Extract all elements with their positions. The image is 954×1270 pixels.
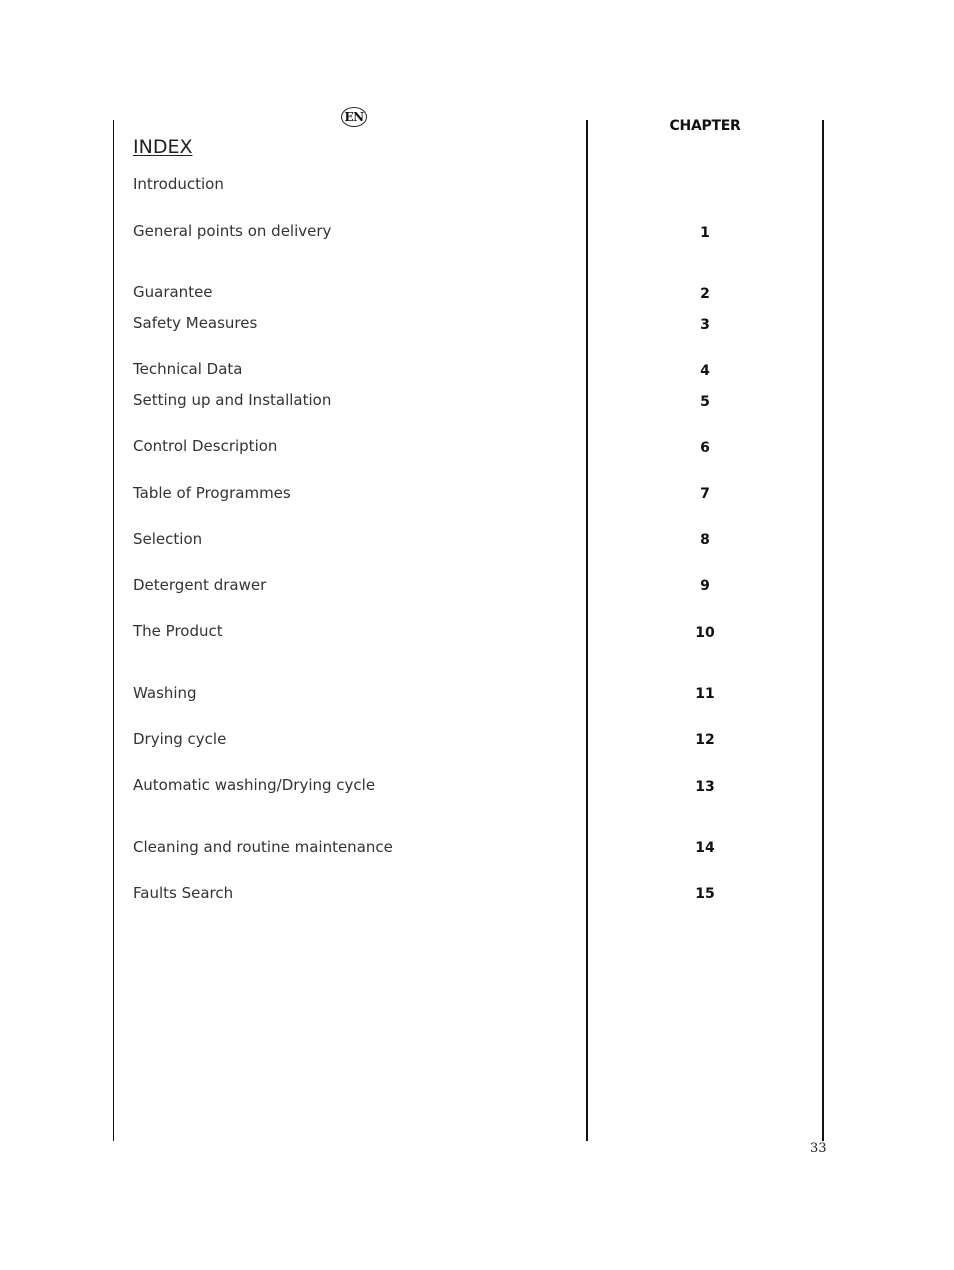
entry-chapter-6: 6 <box>700 440 710 456</box>
entry-title-the-product: The Product <box>133 622 223 640</box>
entry-chapter-11: 11 <box>695 686 715 702</box>
entry-chapter-10: 10 <box>695 625 715 641</box>
column-divider-line <box>586 120 588 1141</box>
entry-title-control-description: Control Description <box>133 437 278 455</box>
language-badge-icon: EN <box>341 107 367 127</box>
entry-title-detergent-drawer: Detergent drawer <box>133 576 267 594</box>
entry-title-drying-cycle: Drying cycle <box>133 730 227 748</box>
entry-title-safety-measures: Safety Measures <box>133 314 258 332</box>
entry-title-washing: Washing <box>133 684 197 702</box>
entry-title-table-of-programmes: Table of Programmes <box>133 484 291 502</box>
page-number: 33 <box>810 1141 827 1156</box>
entry-chapter-8: 8 <box>700 532 710 548</box>
entry-title-setting-up: Setting up and Installation <box>133 391 332 409</box>
entry-title-selection: Selection <box>133 530 203 548</box>
entry-chapter-12: 12 <box>695 732 715 748</box>
entry-title-cleaning-maintenance: Cleaning and routine maintenance <box>133 838 393 856</box>
entry-title-introduction: Introduction <box>133 175 224 193</box>
entry-chapter-5: 5 <box>700 394 710 410</box>
entry-title-automatic-washing-drying: Automatic washing/Drying cycle <box>133 776 376 794</box>
entry-chapter-1: 1 <box>700 225 710 241</box>
entry-chapter-9: 9 <box>700 578 710 594</box>
entry-chapter-14: 14 <box>695 840 715 856</box>
entry-chapter-15: 15 <box>695 886 715 902</box>
entry-title-faults-search: Faults Search <box>133 884 234 902</box>
entry-chapter-2: 2 <box>700 286 710 302</box>
entry-chapter-4: 4 <box>700 363 710 379</box>
entry-chapter-3: 3 <box>700 317 710 333</box>
entry-title-guarantee: Guarantee <box>133 283 213 301</box>
entry-title-general-points: General points on delivery <box>133 222 332 240</box>
right-border-line <box>822 120 824 1141</box>
index-title: INDEX <box>133 136 193 158</box>
entry-chapter-13: 13 <box>695 779 715 795</box>
entry-chapter-7: 7 <box>700 486 710 502</box>
entry-title-technical-data: Technical Data <box>133 360 243 378</box>
chapter-heading: CHAPTER <box>669 118 741 134</box>
left-border-line <box>113 120 114 1141</box>
